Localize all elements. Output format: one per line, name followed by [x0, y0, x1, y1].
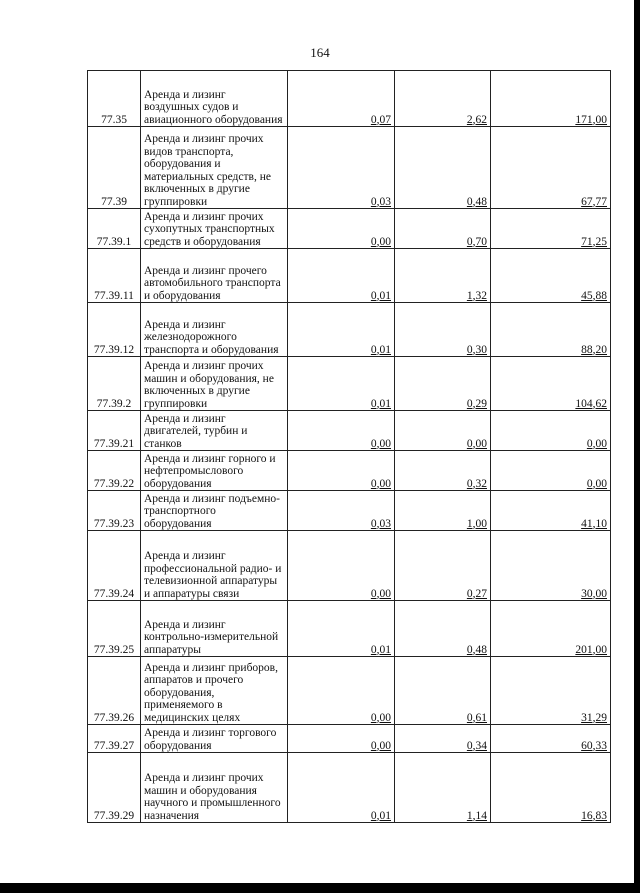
table-row — [88, 411, 611, 451]
table-row — [88, 451, 611, 491]
row-value-2: 1,14 — [395, 753, 491, 823]
page-number: 164 — [310, 45, 330, 60]
row-value-2: 0,48 — [395, 127, 491, 209]
row-code: 77.39.25 — [88, 601, 141, 657]
row-value-3: 201,00 — [491, 601, 611, 657]
row-name: Аренда и лизинг прочего автомобильного транспорта и оборудования — [141, 249, 288, 303]
row-name: Аренда и лизинг железнодорожного транспорта и оборудования — [141, 303, 288, 357]
row-value-2: 0,27 — [395, 531, 491, 601]
row-value-1: 0,01 — [288, 249, 395, 303]
row-value-2: 0,61 — [395, 657, 491, 725]
row-value-1: 0,00 — [288, 657, 395, 725]
row-name: Аренда и лизинг горного и нефтепромыслового оборудования — [141, 451, 288, 491]
row-value-1: 0,03 — [288, 127, 395, 209]
row-value-3: 16,83 — [491, 753, 611, 823]
table-row — [88, 357, 611, 411]
table-row — [88, 303, 611, 357]
row-value-1: 0,01 — [288, 303, 395, 357]
table-row — [88, 127, 611, 209]
row-code: 77.39.12 — [88, 303, 141, 357]
row-value-2: 0,32 — [395, 451, 491, 491]
row-name: Аренда и лизинг прочих машин и оборудования научного и промышленного назначения — [141, 753, 288, 823]
row-code: 77.39.11 — [88, 249, 141, 303]
row-value-1: 0,01 — [288, 601, 395, 657]
table-row — [88, 753, 611, 823]
row-value-3: 60,33 — [491, 725, 611, 753]
row-value-3: 67,77 — [491, 127, 611, 209]
table-row — [88, 71, 611, 127]
row-value-1: 0,00 — [288, 411, 395, 451]
row-value-1: 0,00 — [288, 725, 395, 753]
row-value-3: 171,00 — [491, 71, 611, 127]
row-code: 77.39.23 — [88, 491, 141, 531]
row-code: 77.39.21 — [88, 411, 141, 451]
row-value-2: 0,34 — [395, 725, 491, 753]
row-code: 77.39.24 — [88, 531, 141, 601]
table-row — [88, 209, 611, 249]
row-name: Аренда и лизинг приборов, аппаратов и прочего оборудования, применяемого в медицинских целях — [141, 657, 288, 725]
row-value-1: 0,01 — [288, 753, 395, 823]
row-code: 77.39.26 — [88, 657, 141, 725]
row-code: 77.39.29 — [88, 753, 141, 823]
row-name: Аренда и лизинг подъемно-транспортного оборудования — [141, 491, 288, 531]
row-value-2: 1,32 — [395, 249, 491, 303]
row-name: Аренда и лизинг контрольно-измерительной аппаратуры — [141, 601, 288, 657]
row-value-2: 0,48 — [395, 601, 491, 657]
row-value-1: 0,07 — [288, 71, 395, 127]
row-name: Аренда и лизинг прочих сухопутных транспортных средств и оборудования — [141, 209, 288, 249]
row-value-3: 30,00 — [491, 531, 611, 601]
row-code: 77.39.22 — [88, 451, 141, 491]
row-value-2: 0,29 — [395, 357, 491, 411]
row-value-3: 88,20 — [491, 303, 611, 357]
row-value-3: 31,29 — [491, 657, 611, 725]
row-value-1: 0,00 — [288, 209, 395, 249]
row-value-3: 104,62 — [491, 357, 611, 411]
row-value-3: 45,88 — [491, 249, 611, 303]
row-value-1: 0,01 — [288, 357, 395, 411]
table-row — [88, 491, 611, 531]
row-value-3: 0,00 — [491, 411, 611, 451]
row-value-2: 1,00 — [395, 491, 491, 531]
table-row — [88, 601, 611, 657]
row-value-2: 0,70 — [395, 209, 491, 249]
scan-edge-right — [634, 0, 640, 893]
row-value-3: 0,00 — [491, 451, 611, 491]
row-value-1: 0,03 — [288, 491, 395, 531]
row-name: Аренда и лизинг профессиональной радио- и телевизионной аппаратуры и аппаратуры связи — [141, 531, 288, 601]
row-value-1: 0,00 — [288, 531, 395, 601]
row-code: 77.39.1 — [88, 209, 141, 249]
row-code: 77.39.2 — [88, 357, 141, 411]
row-code: 77.39.27 — [88, 725, 141, 753]
row-code: 77.35 — [88, 71, 141, 127]
table-row — [88, 531, 611, 601]
row-value-2: 0,30 — [395, 303, 491, 357]
row-value-3: 41,10 — [491, 491, 611, 531]
table-row — [88, 249, 611, 303]
row-name: Аренда и лизинг прочих видов транспорта, оборудования и материальных средств, не включенных в другие группировки — [141, 127, 288, 209]
row-value-1: 0,00 — [288, 451, 395, 491]
row-name: Аренда и лизинг воздушных судов и авиационного оборудования — [141, 71, 288, 127]
row-name: Аренда и лизинг двигателей, турбин и станков — [141, 411, 288, 451]
row-code: 77.39 — [88, 127, 141, 209]
row-name: Аренда и лизинг торгового оборудования — [141, 725, 288, 753]
row-value-3: 71,25 — [491, 209, 611, 249]
scan-edge-bottom — [0, 883, 640, 893]
table-row — [88, 657, 611, 725]
data-table — [87, 70, 611, 823]
row-value-2: 0,00 — [395, 411, 491, 451]
table-row — [88, 725, 611, 753]
row-value-2: 2,62 — [395, 71, 491, 127]
row-name: Аренда и лизинг прочих машин и оборудования, не включенных в другие группировки — [141, 357, 288, 411]
